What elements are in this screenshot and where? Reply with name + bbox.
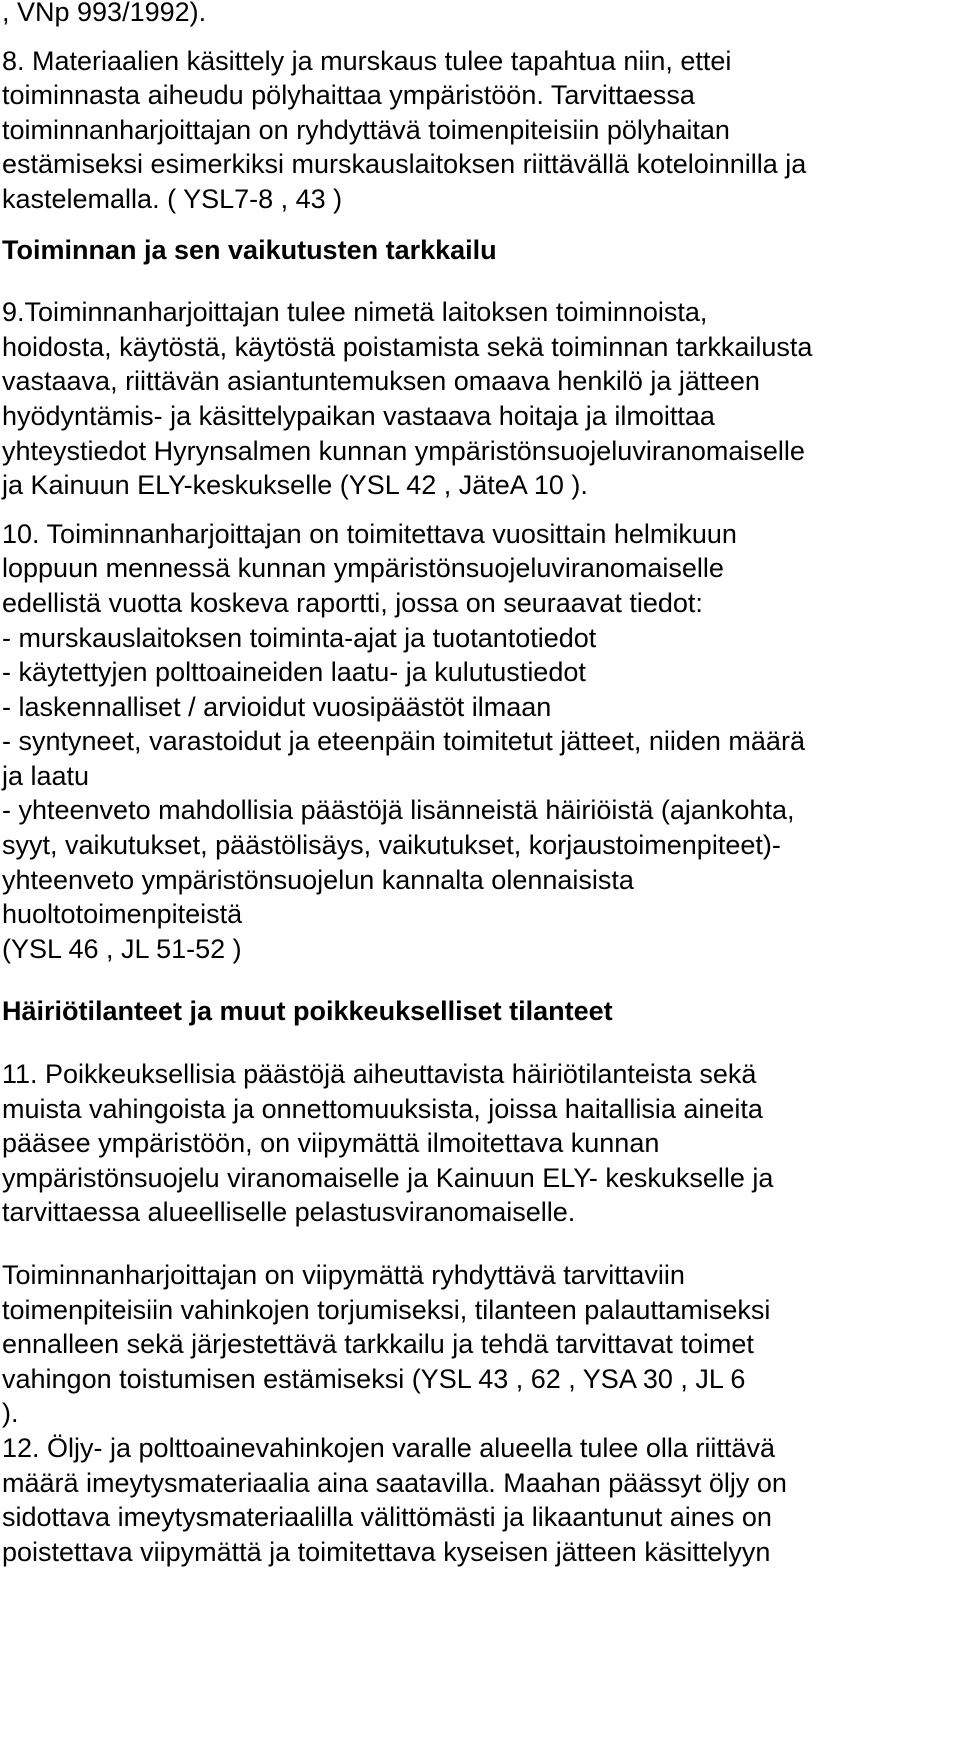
text-line: määrä imeytysmateriaalia aina saatavilla. Maahan päässyt öljy on <box>2 1467 787 1498</box>
text-line: kastelemalla. ( YSL7-8 , 43 ) <box>2 183 343 214</box>
text-line: , VNp 993/1992). <box>2 0 207 27</box>
text-line: toiminnasta aiheudu pölyhaittaa ympäristöön. Tarvittaessa <box>2 80 695 111</box>
text-line: edellistä vuotta koskeva raportti, jossa on seuraavat tiedot: <box>2 587 703 618</box>
text-line: yhteenveto ympäristönsuojelun kannalta olennaisista <box>2 864 634 895</box>
text-line: ). <box>2 1398 19 1429</box>
text-line: loppuun mennessä kunnan ympäristönsuojeluviranomaiselle <box>2 553 724 584</box>
text-line: toiminnanharjoittajan on ryhdyttävä toimenpiteisiin pölyhaitan <box>2 114 730 145</box>
text-line: ja laatu <box>2 760 90 791</box>
text-line: (YSL 46 , JL 51-52 ) <box>2 933 242 964</box>
text-line: toimenpiteisiin vahinkojen torjumiseksi, tilanteen palauttamiseksi <box>2 1294 771 1325</box>
text-line: poistettava viipymättä ja toimitettava kyseisen jätteen käsittelyyn <box>2 1536 771 1567</box>
text-line: - syntyneet, varastoidut ja eteenpäin toimitetut jätteet, niiden määrä <box>2 726 805 757</box>
text-line: estämiseksi esimerkiksi murskauslaitoksen riittävällä koteloinnilla ja <box>2 149 807 180</box>
text-line: huoltotoimenpiteistä <box>2 899 243 930</box>
text-line: ympäristönsuojelu viranomaiselle ja Kainuun ELY- keskukselle ja <box>2 1162 774 1193</box>
text-line: syyt, vaikutukset, päästölisäys, vaikutukset, korjaustoimenpiteet)- <box>2 830 781 861</box>
text-line: hoidosta, käytöstä, käytöstä poistamista sekä toiminnan tarkkailusta <box>2 331 813 362</box>
section-heading: Toiminnan ja sen vaikutusten tarkkailu <box>2 234 497 265</box>
text-line: ennalleen sekä järjestettävä tarkkailu ja tehdä tarvittavat toimet <box>2 1329 754 1360</box>
text-line: - yhteenveto mahdollisia päästöjä lisänneistä häiriöistä (ajankohta, <box>2 795 795 826</box>
text-line: 8. Materiaalien käsittely ja murskaus tulee tapahtua niin, ettei <box>2 45 732 76</box>
text-line: yhteystiedot Hyrynsalmen kunnan ympäristönsuojeluviranomaiselle <box>2 435 805 466</box>
text-line: pääsee ympäristöön, on viipymättä ilmoitettava kunnan <box>2 1128 660 1159</box>
text-line: 10. Toiminnanharjoittajan on toimitettava vuosittain helmikuun <box>2 518 737 549</box>
text-line: sidottava imeytysmateriaalilla välittömästi ja likaantunut aines on <box>2 1502 772 1533</box>
text-line: 9.Toiminnanharjoittajan tulee nimetä laitoksen toiminnoista, <box>2 297 708 328</box>
text-line: 12. Öljy- ja polttoainevahinkojen varalle alueella tulee olla riittävä <box>2 1432 775 1463</box>
section-heading: Häiriötilanteet ja muut poikkeukselliset tilanteet <box>2 996 613 1027</box>
text-line: - murskauslaitoksen toiminta-ajat ja tuotantotiedot <box>2 622 597 653</box>
text-line: ja Kainuun ELY-keskukselle (YSL 42 , JäteA 10 ). <box>2 470 588 501</box>
text-line: Toiminnanharjoittajan on viipymättä ryhdyttävä tarvittaviin <box>2 1260 685 1290</box>
text-line: hyödyntämis- ja käsittelypaikan vastaava hoitaja ja ilmoittaa <box>2 400 715 431</box>
text-line: vahingon toistumisen estämiseksi (YSL 43 , 62 , YSA 30 , JL 6 <box>2 1363 746 1394</box>
text-line: 11. Poikkeuksellisia päästöjä aiheuttavista häiriötilanteista sekä <box>2 1059 757 1090</box>
text-line: muista vahingoista ja onnettomuuksista, joissa haitallisia aineita <box>2 1093 763 1124</box>
text-line: tarvittaessa alueelliselle pelastusviranomaiselle. <box>2 1197 576 1228</box>
text-line: - käytettyjen polttoaineiden laatu- ja kulutustiedot <box>2 657 586 688</box>
text-line: vastaava, riittävän asiantuntemuksen omaava henkilö ja jätteen <box>2 366 760 397</box>
text-line: - laskennalliset / arvioidut vuosipäästöt ilmaan <box>2 691 552 722</box>
